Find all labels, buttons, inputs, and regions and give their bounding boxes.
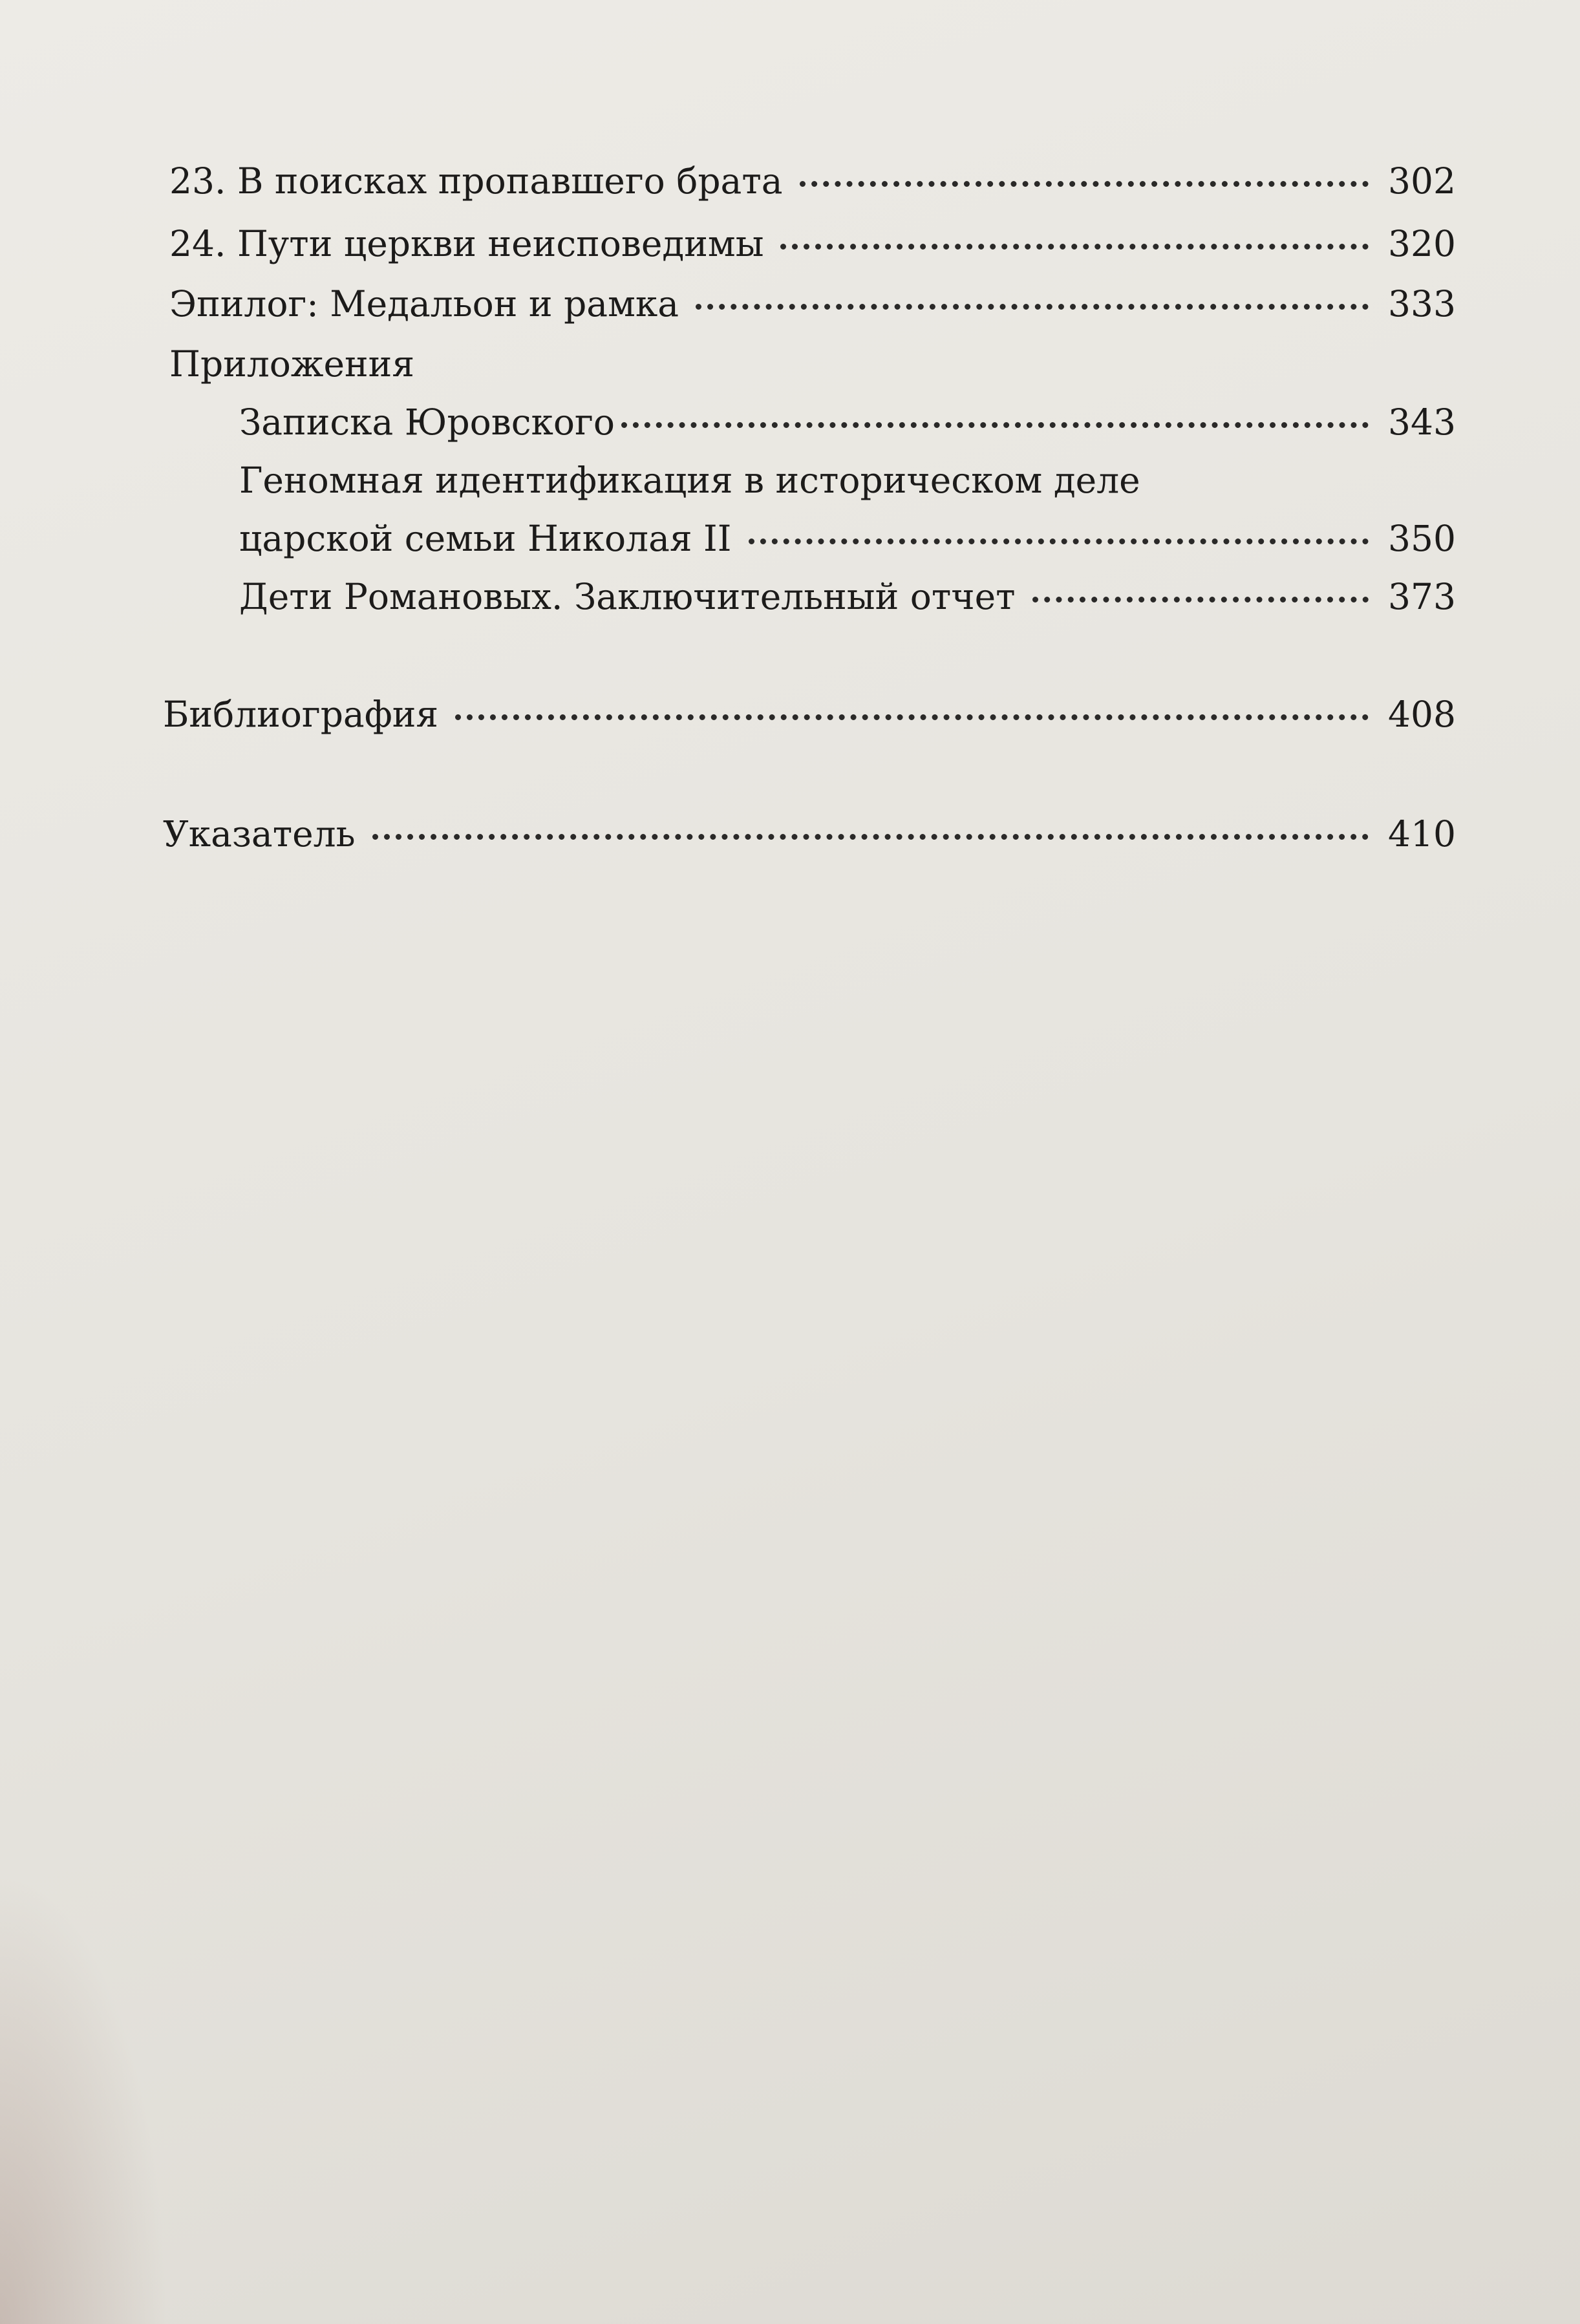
- dot-leader: [372, 834, 1369, 840]
- toc-entry-page: 343: [1388, 401, 1456, 443]
- dot-leader: [696, 304, 1369, 310]
- toc-entry: [169, 281, 1456, 326]
- toc-entry: [163, 811, 1456, 857]
- toc-entry-title: Записка Юровского: [239, 401, 615, 443]
- dot-leader: [749, 538, 1369, 544]
- toc-entry: [163, 692, 1456, 737]
- index-page: 410: [1388, 813, 1456, 855]
- dot-leader: [780, 244, 1369, 250]
- toc-entry-title: 23. В поисках пропавшего брата: [169, 160, 783, 202]
- toc-entry-page: 350: [1388, 518, 1456, 559]
- toc-entry-page: 333: [1388, 283, 1456, 325]
- toc-entry: [239, 400, 1456, 445]
- toc-entry-title: царской семьи Николая II: [239, 518, 732, 559]
- dot-leader: [1032, 597, 1369, 602]
- index-title: Указатель: [163, 813, 356, 855]
- toc-entry: [239, 574, 1456, 619]
- dot-leader: [455, 714, 1369, 720]
- toc-entry: [169, 221, 1456, 266]
- dot-leader: [621, 422, 1369, 428]
- bibliography-title: Библиография: [163, 694, 439, 735]
- appendix-heading: Приложения: [169, 343, 415, 385]
- toc-entry-title: Геномная идентификация в историческом деле: [239, 460, 1140, 501]
- toc-entry-title: 24. Пути церкви неисповедимы: [169, 223, 764, 264]
- bibliography-page: 408: [1388, 694, 1456, 735]
- toc-entry-title: Эпилог: Медальон и рамка: [169, 283, 679, 325]
- toc-entry-page: 302: [1388, 160, 1456, 202]
- toc-entry-page: 320: [1388, 223, 1456, 264]
- toc-entry-page: 373: [1388, 576, 1456, 617]
- toc-entry: [239, 516, 1456, 561]
- toc-entry-title: Дети Романовых. Заключительный отчет: [239, 576, 1016, 617]
- dot-leader: [800, 181, 1369, 187]
- toc-entry: [169, 158, 1456, 204]
